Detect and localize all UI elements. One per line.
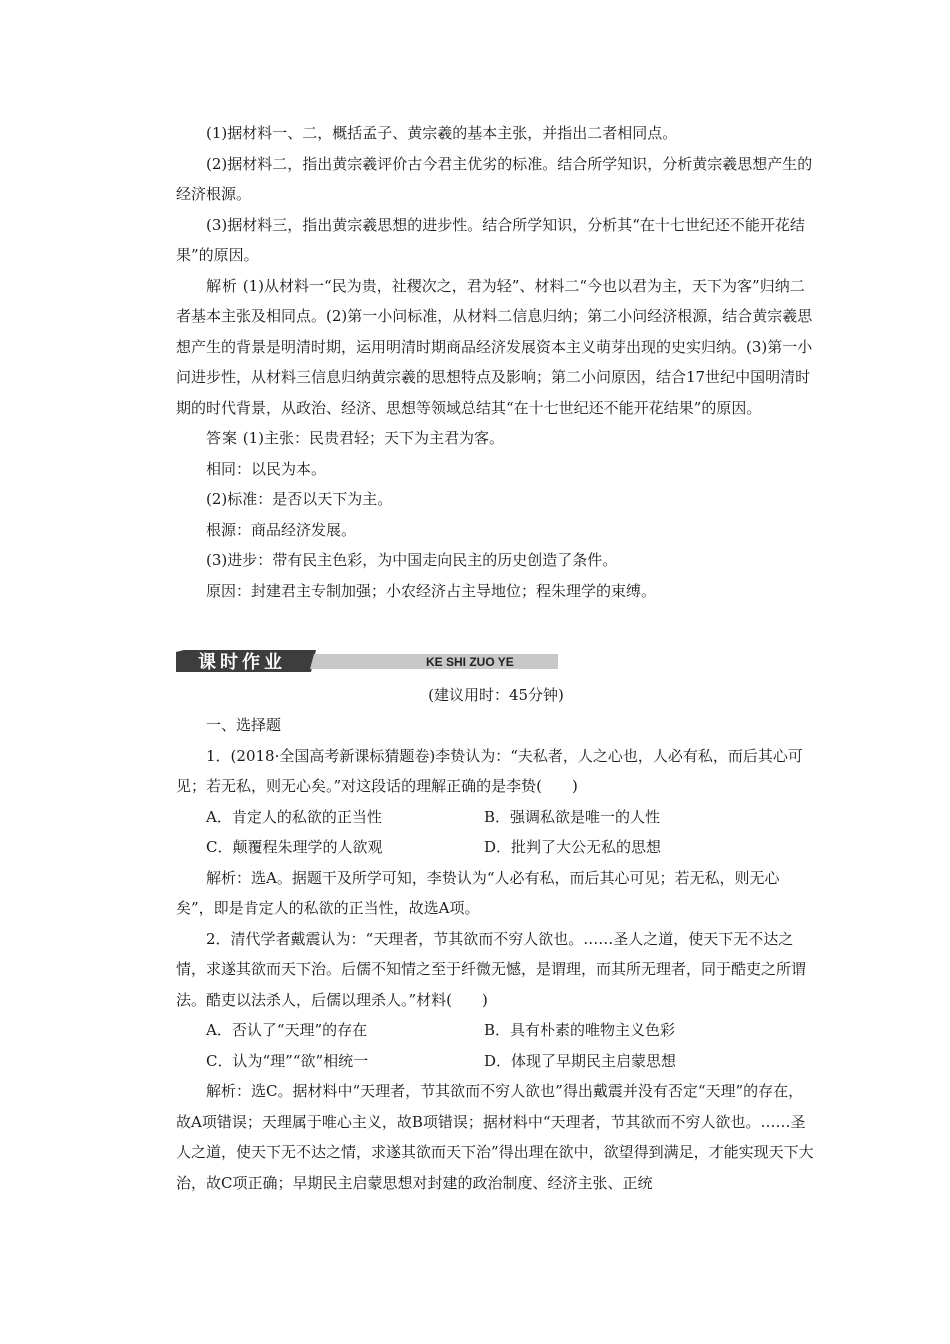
question-block bbox=[176, 118, 816, 606]
mcq1-analysis: 解析：选A。据题干及所学可知，李贽认为“人必有私，而后其心可见；若无私，则无心矣”，即是肯定人的私欲的正当性，故选A项。 bbox=[176, 868, 780, 917]
mcq2-options-row-1 bbox=[176, 1015, 816, 1046]
banner-title: 课时作业 bbox=[198, 652, 286, 673]
answer-line-5: (3)进步：带有民主色彩，为中国走向民主的历史创造了条件。 bbox=[206, 551, 618, 569]
mcq1-option-a: A．肯定人的私欲的正当性 bbox=[206, 807, 382, 826]
question-2: (2)据材料二，指出黄宗羲评价古今君主优劣的标准。结合所学知识，分析黄宗羲思想产生的经济根源。 bbox=[176, 154, 813, 203]
answer-line-1: 答案 (1)主张：民贵君轻；天下为主君为客。 bbox=[206, 429, 505, 447]
section-heading: 一、选择题 bbox=[206, 716, 282, 734]
answer-line-3: (2)标准：是否以天下为主。 bbox=[206, 490, 393, 508]
mcq2-option-a: A．否认了“天理”的存在 bbox=[206, 1021, 368, 1039]
mcq2-option-c: C．认为“理”“欲”相统一 bbox=[206, 1051, 369, 1070]
question-1: (1)据材料一、二，概括孟子、黄宗羲的基本主张，并指出二者相同点。 bbox=[206, 124, 678, 142]
answer-line-6: 原因：封建君主专制加强；小农经济占主导地位；程朱理学的束缚。 bbox=[206, 581, 657, 600]
analysis-label: 解析 bbox=[206, 276, 239, 295]
mcq2-option-b: B．具有朴素的唯物主义色彩 bbox=[484, 1021, 676, 1039]
mcq1-option-d: D．批判了大公无私的思想 bbox=[484, 838, 662, 856]
answer-label: 答案 bbox=[206, 429, 239, 447]
mcq2-stem: 2．清代学者戴震认为：“天理者，节其欲而不穷人欲也。……圣人之道，使天下无不达之情，求遂其欲而天下治。后儒不知情之至于纤微无憾，是谓理，而其所无理者，同于酷吏之所谓法。酷吏以法杀人，后儒以理杀人。”材料( ) bbox=[176, 929, 807, 1009]
section-banner bbox=[176, 649, 558, 673]
mcq2-analysis: 解析：选C。据材料中“天理者，节其欲而不穷人欲也”得出戴震并没有否定“天理”的存在，故A项错误；天理属于唯心主义，故B项错误；据材料中“天理者，节其欲而不穷人欲也。……圣人之道，使天下无不达之情，求遂其欲而天下治”得出理在欲中，欲望得到满足，才能实现天下大治，故C项正确；早期民主启蒙思想对封建的政治制度、经济主张、正统 bbox=[176, 1082, 814, 1192]
question-3: (3)据材料三，指出黄宗羲思想的进步性。结合所学知识，分析其“在十七世纪还不能开花结果”的原因。 bbox=[176, 215, 805, 264]
answer-line-4: 根源：商品经济发展。 bbox=[206, 520, 357, 539]
mcq1-stem: 1．(2018·全国高考新课标猜题卷)李贽认为：“夫私者，人之心也，人必有私，而后其心可见；若无私，则无心矣。”对这段话的理解正确的是李贽( ) bbox=[176, 746, 803, 795]
banner-graphic bbox=[176, 649, 558, 673]
mcq1-options-row-2 bbox=[176, 832, 816, 863]
exercise-block bbox=[176, 710, 816, 1198]
mcq1-option-c: C．颠覆程朱理学的人欲观 bbox=[206, 838, 383, 856]
analysis-text: (1)从材料一“民为贵，社稷次之，君为轻”、材料二“今也以君为主，天下为客”归纳二者基本主张及相同点。(2)第一小问标准，从材料二信息归纳；第二小问经济根源，结合黄宗羲思想产生的背景是明清时期，运用明清时期商品经济发展资本主义萌芽出现的史实归纳。(3)第一小问进步性，从材料三信息归纳黄宗羲的思想特点及影响；第二小问原因，结合17世纪中国明清时期的时代背景，从政治、经济、思想等领域总结其“在十七世纪还不能开花结果”的原因。 bbox=[176, 276, 813, 417]
banner-subtitle: KE SHI ZUO YE bbox=[426, 655, 514, 669]
mcq2-option-d: D．体现了早期民主启蒙思想 bbox=[484, 1051, 677, 1070]
mcq2-options-row-2 bbox=[176, 1046, 816, 1077]
mcq1-option-b: B．强调私欲是唯一的人性 bbox=[484, 807, 661, 826]
answer-line-2: 相同：以民为本。 bbox=[206, 459, 327, 478]
suggested-duration: (建议用时：45分钟) bbox=[428, 686, 564, 704]
mcq1-options-row-1 bbox=[176, 802, 816, 833]
analysis-paragraph bbox=[176, 271, 816, 424]
